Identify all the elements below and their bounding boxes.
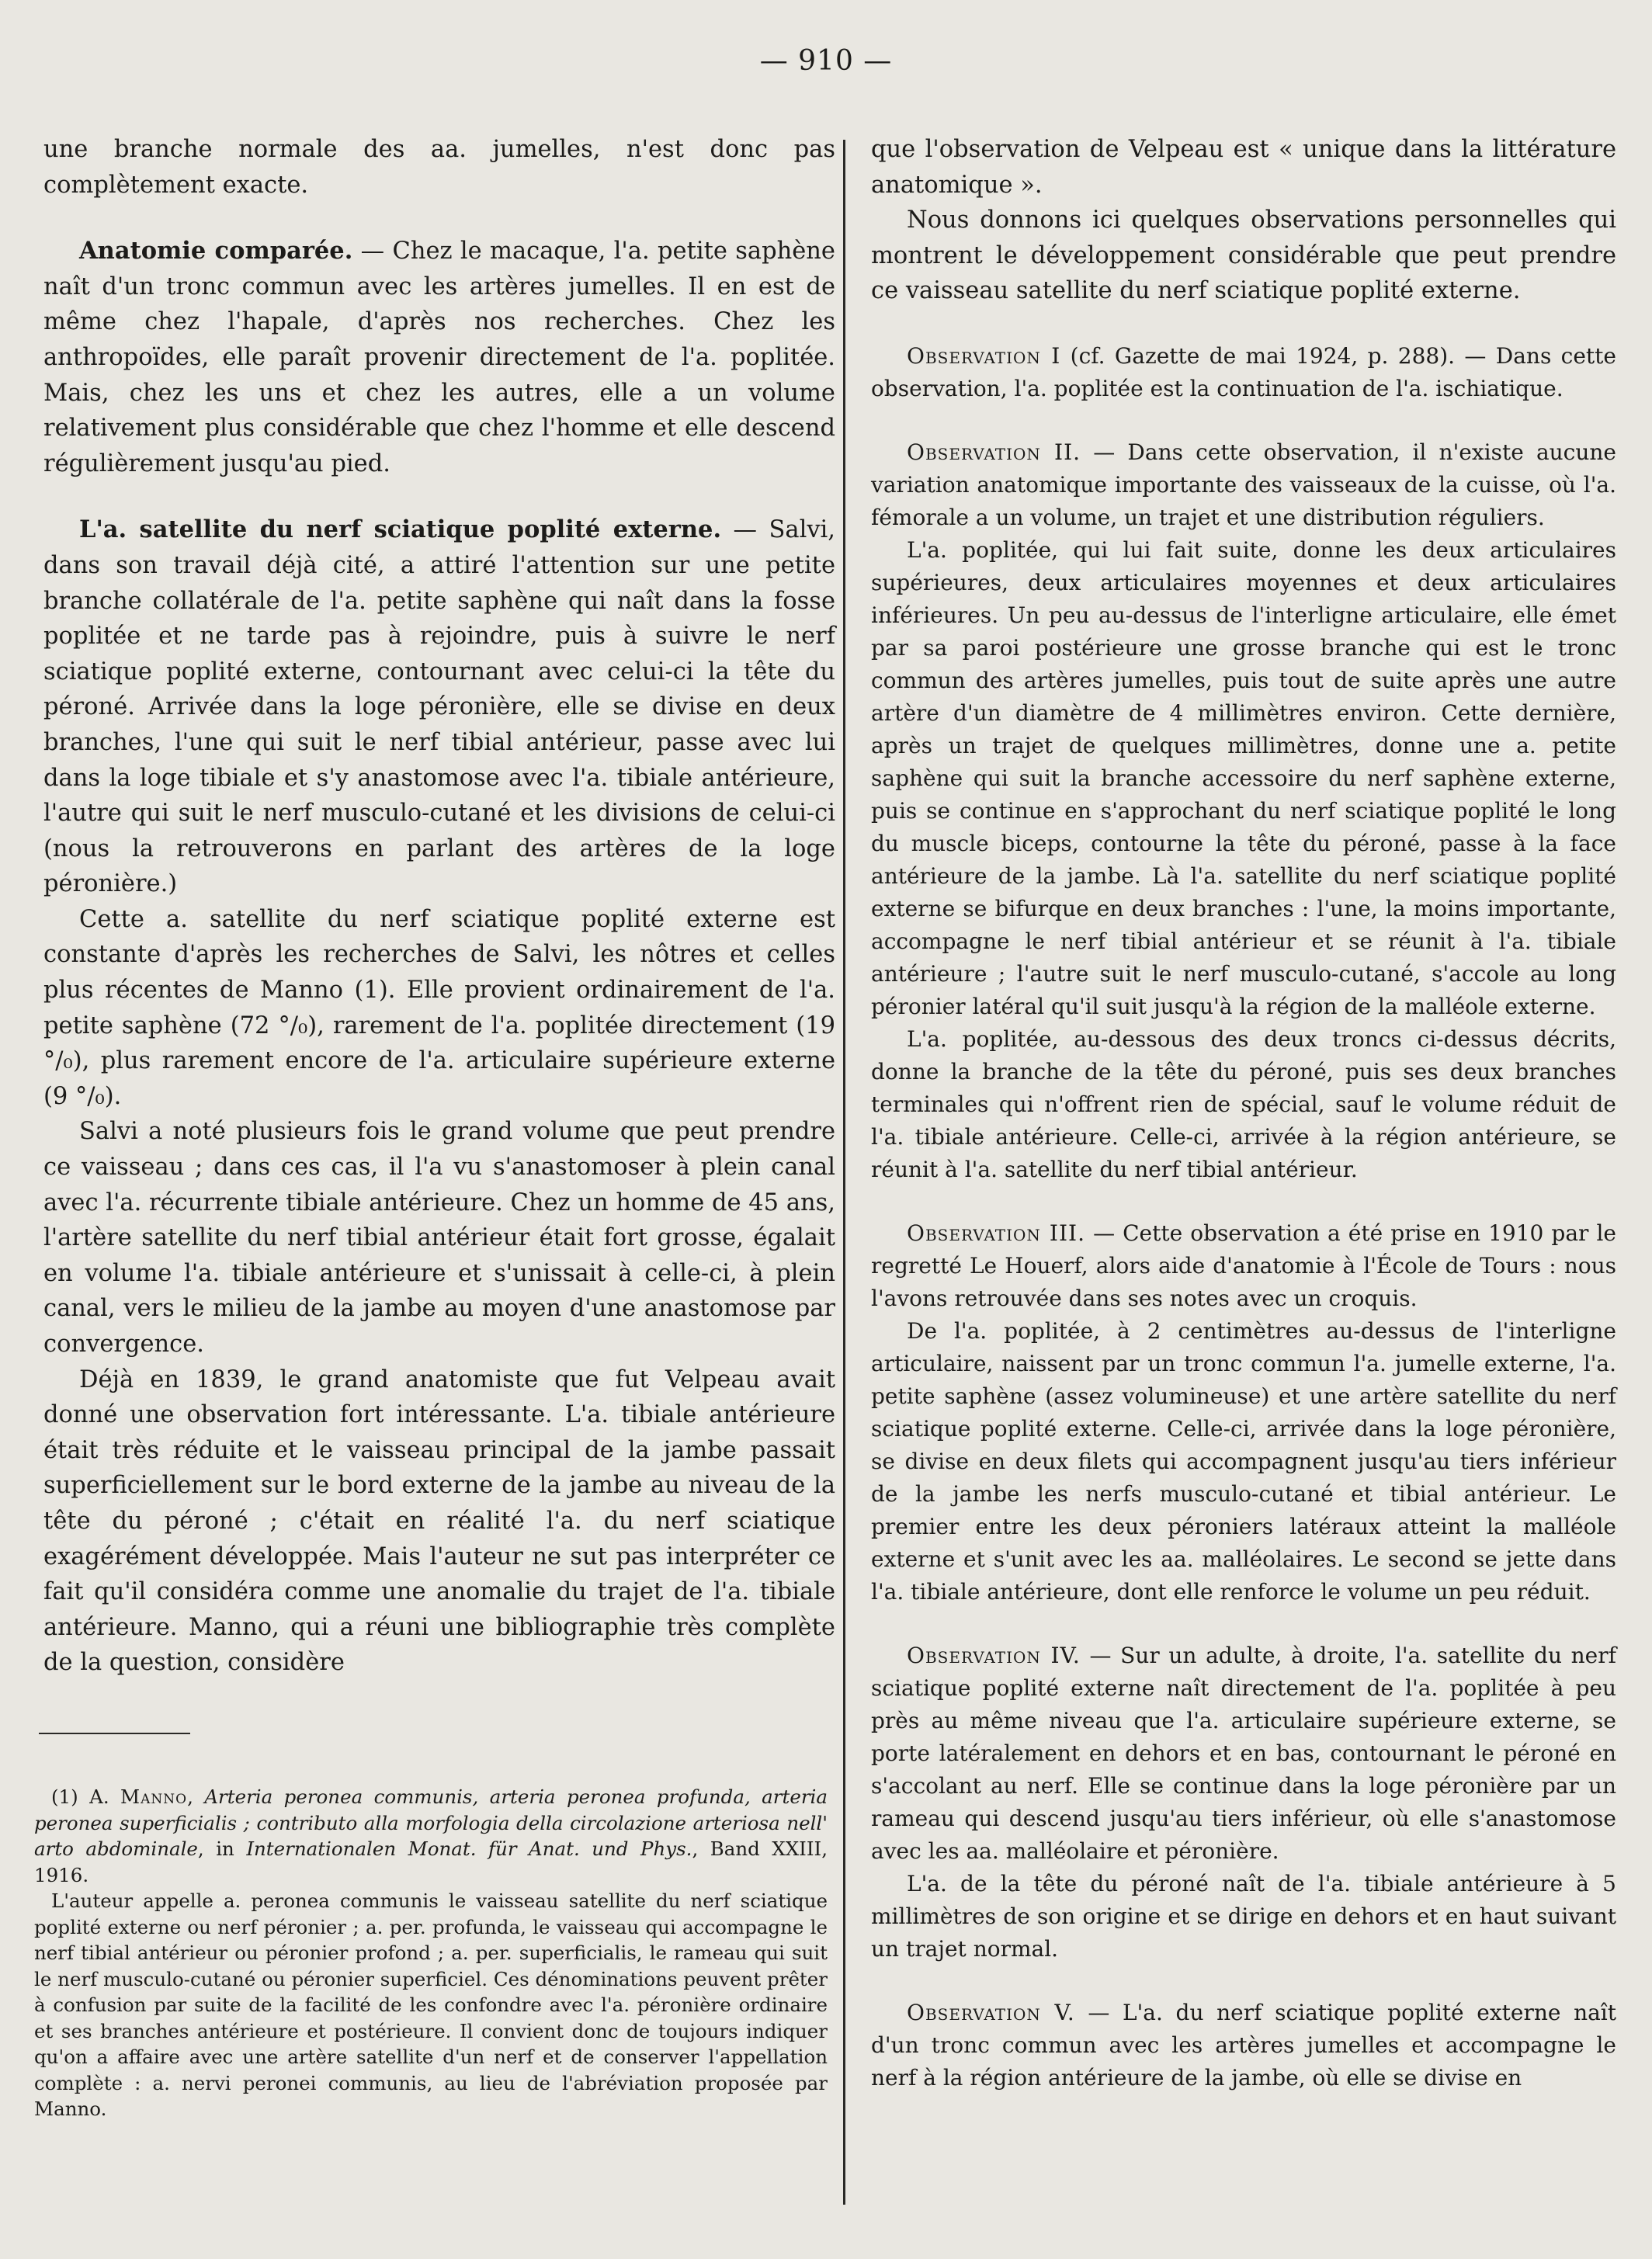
paragraph: Nous donnons ici quelques observations personnelles qui montrent le développement considérable que peut prendre ce vaisseau satellite du nerf sciatique poplité externe. — [871, 206, 1616, 305]
paragraph-text: — Salvi, dans son travail déjà cité, a attiré l'attention sur une petite branche collatérale de l'a. petite saphène qui naît dans la fosse poplitée et ne tarde pas à rejoindre, puis à suivre le nerf sciatique poplité externe, contournant avec celui-ci la tête du péroné. Arrivée dans la loge péronière, elle se divise en deux branches, l'une qui suit le nerf tibial antérieur, passe avec lui dans la loge tibiale et s'y anastomose avec l'a. tibiale antérieure, l'autre qui suit le nerf musculo-cutané et les divisions de celui-ci (nous la retrouverons en parlant des artères de la loge péronière.) — [43, 516, 836, 898]
footnote-marker: (1) A. — [51, 1785, 121, 1808]
footnote-1 — [34, 1784, 828, 1888]
observation-4 — [871, 1640, 1616, 1868]
footnote-separator: , — [187, 1785, 205, 1808]
observation-5 — [871, 1997, 1616, 2094]
footnotes — [34, 1784, 828, 2122]
right-column — [871, 132, 1616, 2094]
footnote-citation-end: , Band XXIII, 1916. — [34, 1837, 828, 1886]
observation-2-paragraph: L'a. poplitée, qui lui fait suite, donne les deux articulaires supérieures, deux articulaires moyennes et deux articulaires inférieures. Un peu au-dessus de l'interligne articulaire, elle émet par sa paroi postérieure une grosse branche qui est le tronc commun des artères jumelles, puis tout de suite après une autre artère d'un diamètre de 4 millimètres environ. Cette dernière, après un trajet de quelques millimètres, donne une a. petite saphène qui suit la branche accessoire du nerf saphène externe, puis se continue en s'approchant du nerf sciatique poplité le long du muscle biceps, contourne la tête du péroné, passe à la face antérieure de la jambe. Là l'a. satellite du nerf sciatique poplité externe se bifurque en deux branches : l'une, la moins importante, accompagne le nerf tibial antérieur et se réunit à l'a. tibiale antérieure ; l'autre suit le nerf musculo-cutané, s'accole au long péronier latéral qu'il suit jusqu'à la région de la malléole externe. — [871, 536, 1616, 1019]
footnote-paragraph: L'auteur appelle a. peronea communis le vaisseau satellite du nerf sciatique poplité externe ou nerf péronier ; a. per. profunda, le vaisseau qui accompagne le nerf tibial antérieur ou péronier profond ; a. per. superficialis, le rameau qui suit le nerf musculo-cutané ou péronier superficiel. Ces dénominations peuvent prêter à confusion par suite de la facilité de les confondre avec l'a. péronière ordinaire et ses branches antérieure et postérieure. Il convient donc de toujours indiquer qu'on a affaire avec une artère satellite d'un nerf et de conserver l'appellation complète : a. nervi peronei communis, au lieu de l'abréviation proposée par Manno. — [34, 1889, 828, 2120]
paragraph-satellite — [43, 512, 835, 902]
observation-label: Observation V. — [907, 1999, 1075, 2025]
observation-label: Observation I — [907, 342, 1061, 369]
left-column — [43, 132, 835, 1681]
footnote-rule — [39, 1733, 190, 1734]
observation-text: — Cette observation a été prise en 1910 par le regretté Le Houerf, alors aide d'anatomie à l'École de Tours : nous l'avons retrouvée dans ses notes avec un croquis. — [871, 1220, 1617, 1311]
footnote-author: Manno — [120, 1785, 188, 1808]
paragraph-text: — Chez le macaque, l'a. petite saphène naît d'un tronc commun avec les artères jumelles. Il en est de même chez l'hapale, d'après nos recherches. Chez les anthropoïdes, elle paraît provenir directement de l'a. poplitée. Mais, chez les uns et chez les autres, elle a un volume relativement plus considérable que chez l'homme et elle descend régulièrement jusqu'au pied. — [43, 238, 835, 477]
observation-label: Observation IV. — [907, 1642, 1081, 1668]
section-heading: L'a. satellite du nerf sciatique poplité externe. — [79, 515, 722, 544]
footnote-title: Arteria peronea communis, arteria peronea profunda, arteria peronea superficialis ; contributo alla morfologia della circolazione arteriosa nell' arto abdominale — [34, 1785, 828, 1860]
observation-2 — [871, 436, 1616, 534]
paragraph: une branche normale des aa. jumelles, n'est donc pas complètement exacte. — [43, 136, 835, 199]
paragraph: Déjà en 1839, le grand anatomiste que fut Velpeau avait donné une observation fort intéressante. L'a. tibiale antérieure était très réduite et le vaisseau principal de la jambe passait superficiellement sur le bord externe de la jambe au niveau de la tête du péroné ; c'était en réalité l'a. du nerf sciatique exagérément développée. Mais l'auteur ne sut pas interpréter ce fait qu'il considéra comme une anomalie du trajet de l'a. tibiale antérieure. Manno, qui a réuni une bibliographie très complète de la question, considère — [43, 1365, 835, 1677]
footnote-separator: , in — [197, 1837, 247, 1860]
observation-text: (cf. Gazette de mai 1924, p. 288). — Dans cette observation, l'a. poplitée est la continuation de l'a. ischiatique. — [871, 342, 1616, 401]
page-number: — 910 — — [759, 45, 893, 77]
paragraph: que l'observation de Velpeau est « unique dans la littérature anatomique ». — [871, 136, 1616, 199]
paragraph: Cette a. satellite du nerf sciatique poplité externe est constante d'après les recherches de Salvi, les nôtres et celles plus récentes de Manno (1). Elle provient ordinairement de l'a. petite saphène (72 °/₀), rarement de l'a. poplitée directement (19 °/₀), plus rarement encore de l'a. articulaire supérieure externe (9 °/₀). — [43, 905, 835, 1110]
observation-4-paragraph: L'a. de la tête du péroné naît de l'a. tibiale antérieure à 5 millimètres de son origine et se dirige en dehors et en haut suivant un trajet normal. — [871, 1870, 1616, 1962]
observation-label: Observation II. — [907, 439, 1081, 465]
observation-text: — Sur un adulte, à droite, l'a. satellite du nerf sciatique poplité externe naît directement de l'a. poplitée à peu près au même niveau que l'a. articulaire supérieure externe, se porte latéralement en dehors et en bas, contournant le péroné en s'accolant au nerf. Elle se continue dans la loge péronière par un rameau qui descend jusqu'au tiers inférieur, où elle s'anastomose avec les aa. malléolaire et péronière. — [871, 1642, 1616, 1864]
observation-3-paragraph: De l'a. poplitée, à 2 centimètres au-dessus de l'interligne articulaire, naissent par un tronc commun l'a. jumelle externe, l'a. petite saphène (assez volumineuse) et une artère satellite du nerf sciatique poplité externe. Celle-ci, arrivée dans la loge péronière, se divise en deux filets qui accompagnent jusqu'au tiers inférieur de la jambe les nerfs musculo-cutané et tibial antérieur. Le premier entre les deux péroniers latéraux atteint la malléole externe et s'unit avec les aa. malléolaires. Le second se jette dans l'a. tibiale antérieure, dont elle renforce le volume un peu réduit. — [871, 1317, 1616, 1605]
observation-3 — [871, 1217, 1616, 1315]
footnote-journal: Internationalen Monat. für Anat. und Phys. — [246, 1837, 692, 1860]
observation-2-paragraph: L'a. poplitée, au-dessous des deux troncs ci-dessus décrits, donne la branche de la tête du péroné, puis ses deux branches terminales qui n'offrent rien de spécial, sauf le volume réduit de l'a. tibiale antérieure. Celle-ci, arrivée à la région antérieure, se réunit à l'a. satellite du nerf tibial antérieur. — [871, 1025, 1616, 1182]
paragraph: Salvi a noté plusieurs fois le grand volume que peut prendre ce vaisseau ; dans ces cas, il l'a vu s'anastomoser à plein canal avec l'a. récurrente tibiale antérieure. Chez un homme de 45 ans, l'artère satellite du nerf tibial antérieur était fort grosse, égalait en volume l'a. tibiale antérieure et s'unissait à celle-ci, à plein canal, vers le milieu de la jambe au moyen d'une anastomose par convergence. — [43, 1118, 835, 1358]
observation-text: — Dans cette observation, il n'existe aucune variation anatomique importante des vaisseaux de la cuisse, où l'a. fémorale a un volume, un trajet et une distribution réguliers. — [871, 439, 1617, 530]
observation-text: — L'a. du nerf sciatique poplité externe naît d'un tronc commun avec les artères jumelles et accompagne le nerf à la région antérieure de la jambe, où elle se divise en — [871, 1999, 1616, 2091]
column-divider — [843, 140, 845, 2205]
observation-label: Observation III. — [907, 1220, 1086, 1246]
observation-1 — [871, 340, 1616, 405]
paragraph-anatomie-comparee — [43, 234, 835, 481]
section-heading: Anatomie comparée. — [79, 237, 353, 265]
